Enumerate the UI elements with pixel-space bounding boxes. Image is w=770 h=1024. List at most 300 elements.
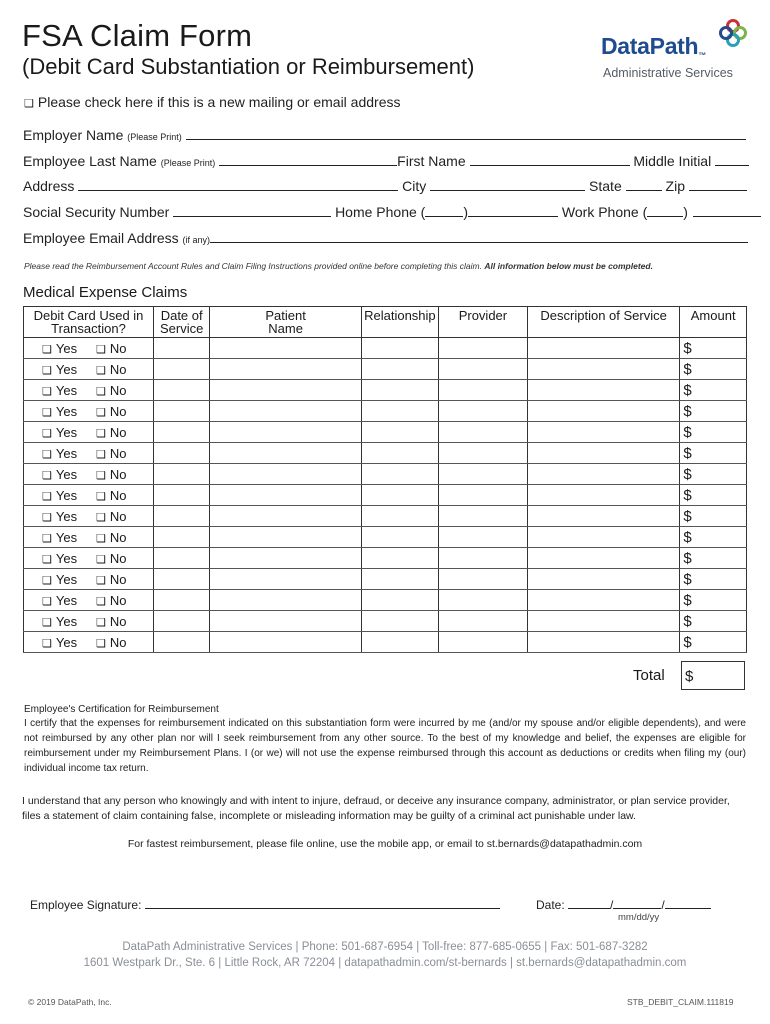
provider-cell[interactable] [438,485,527,506]
no-option[interactable] [96,383,150,398]
no-option[interactable] [96,404,150,419]
amount-currency: $ [683,528,692,546]
yes-option[interactable] [42,446,96,461]
certification-heading: Employee's Certification for Reimbursement [24,704,219,715]
logo-tagline: Administrative Services [603,66,733,80]
no-option[interactable] [96,509,150,524]
claim-row [24,359,747,380]
yes-checkbox[interactable]: ❑ [42,427,52,440]
total-label: Total [633,667,665,684]
patient-name-cell[interactable] [210,632,362,653]
email-field[interactable] [210,231,748,243]
patient-name-cell[interactable] [210,548,362,569]
amount-currency: $ [683,465,692,483]
no-label: No [109,340,127,356]
yes-option[interactable] [42,572,96,587]
description-cell[interactable] [527,464,679,485]
date-of-service-cell[interactable] [154,338,210,359]
patient-name-cell[interactable] [210,338,362,359]
description-cell[interactable] [527,359,679,380]
relationship-cell[interactable] [361,464,438,485]
new-mailing-row [24,94,401,110]
no-label: No [109,529,127,545]
email-row [23,230,748,246]
debit-card-used-cell [24,611,154,632]
yes-label: Yes [55,340,78,356]
date-row: Date: / / [536,897,711,912]
no-option[interactable] [96,551,150,566]
provider-cell[interactable] [438,338,527,359]
no-option[interactable] [96,467,150,482]
yes-checkbox[interactable]: ❑ [42,532,52,545]
claim-row [24,401,747,422]
yes-label: Yes [55,592,78,608]
no-option[interactable] [96,446,150,461]
debit-card-used-cell [24,401,154,422]
debit-card-used-cell [24,569,154,590]
yes-checkbox[interactable]: ❑ [42,343,52,356]
yes-option[interactable] [42,425,96,440]
patient-name-cell[interactable] [210,422,362,443]
yes-option[interactable] [42,635,96,650]
yes-option[interactable] [42,614,96,629]
date-of-service-cell[interactable] [154,506,210,527]
debit-card-used-cell [24,380,154,401]
amount-currency: $ [683,360,692,378]
ssn-phone-row: Social Security Number Home Phone ( ) Work Phone ( ) [23,204,761,220]
debit-card-used-cell [24,632,154,653]
relationship-cell[interactable] [361,590,438,611]
no-label: No [109,445,127,461]
debit-card-used-cell [24,338,154,359]
patient-name-cell[interactable] [210,464,362,485]
employer-name-field[interactable] [186,128,746,140]
amount-cell[interactable] [680,359,747,380]
no-checkbox[interactable]: ❑ [96,469,106,482]
claim-row [24,548,747,569]
middle-initial-label: Middle Initial [633,153,712,169]
employee-last-name-label: Employee Last Name [23,153,157,169]
relationship-cell[interactable] [361,506,438,527]
yes-option[interactable] [42,593,96,608]
relationship-cell[interactable] [361,611,438,632]
yes-label: Yes [55,361,78,377]
relationship-cell[interactable] [361,527,438,548]
yes-label: Yes [55,445,78,461]
no-label: No [109,613,127,629]
provider-cell[interactable] [438,611,527,632]
no-label: No [109,508,127,524]
no-option[interactable] [96,635,150,650]
debit-card-used-cell [24,590,154,611]
yes-option[interactable] [42,551,96,566]
yes-option[interactable] [42,488,96,503]
description-cell[interactable] [527,422,679,443]
yes-checkbox[interactable]: ❑ [42,574,52,587]
patient-name-cell[interactable] [210,485,362,506]
yes-label: Yes [55,634,78,650]
footer-address-line: 1601 Westpark Dr., Ste. 6 | Little Rock, AR 72204 | datapathadmin.com/st-bernards | st.bernards@datapathadmin.com [83,957,687,969]
amount-currency: $ [683,633,692,651]
new-mailing-checkbox[interactable]: ❑ [24,98,34,110]
no-checkbox[interactable]: ❑ [96,448,106,461]
address-label: Address [23,178,75,194]
no-option[interactable] [96,362,150,377]
yes-label: Yes [55,529,78,545]
no-checkbox[interactable]: ❑ [96,511,106,524]
provider-cell[interactable] [438,548,527,569]
city-field[interactable] [430,179,585,191]
yes-label: Yes [55,466,78,482]
signature-field[interactable] [145,897,500,909]
notice-emphasis: All information below must be completed. [484,261,653,271]
form-code: STB_DEBIT_CLAIM.111819 [627,997,734,1007]
amount-currency: $ [683,444,692,462]
yes-label: Yes [55,571,78,587]
provider-cell[interactable] [438,401,527,422]
amount-cell[interactable] [680,443,747,464]
provider-cell[interactable] [438,527,527,548]
logo-name: DataPath [601,33,699,59]
patient-name-cell[interactable] [210,401,362,422]
no-option[interactable] [96,530,150,545]
no-checkbox[interactable]: ❑ [96,406,106,419]
yes-label: Yes [55,508,78,524]
address-field[interactable] [78,179,398,191]
date-of-service-cell[interactable] [154,485,210,506]
debit-card-used-cell [24,464,154,485]
yes-label: Yes [55,424,78,440]
amount-currency: $ [683,486,692,504]
no-checkbox[interactable]: ❑ [96,553,106,566]
amount-currency: $ [683,507,692,525]
if-any-note: (if any) [182,235,211,245]
no-label: No [109,571,127,587]
claim-row [24,443,747,464]
please-print-note: (Please Print) [160,158,216,168]
no-checkbox[interactable]: ❑ [96,427,106,440]
claim-row [24,380,747,401]
description-cell[interactable] [527,548,679,569]
home-phone-label: Home Phone [335,204,417,220]
description-cell[interactable] [527,611,679,632]
yes-checkbox[interactable]: ❑ [42,553,52,566]
patient-name-cell[interactable] [210,506,362,527]
yes-option[interactable] [42,467,96,482]
no-label: No [109,403,127,419]
zip-label: Zip [665,178,685,194]
date-of-service-cell[interactable] [154,380,210,401]
yes-option[interactable] [42,404,96,419]
yes-checkbox[interactable]: ❑ [42,511,52,524]
yes-option[interactable] [42,341,96,356]
first-name-field[interactable] [470,154,630,166]
description-cell[interactable] [527,338,679,359]
description-cell[interactable] [527,380,679,401]
no-checkbox[interactable]: ❑ [96,595,106,608]
no-label: No [109,382,127,398]
no-option[interactable] [96,425,150,440]
footer-contact-line: DataPath Administrative Services | Phone: 501-687-6954 | Toll-free: 877-685-0655 | Fax: 501-687-3282 [122,941,648,953]
no-label: No [109,361,127,377]
claim-row [24,464,747,485]
date-of-service-cell[interactable] [154,443,210,464]
fastest-reimbursement-note: For fastest reimbursement, please file online, use the mobile app, or email to st.bernards@datapathadmin.com [127,838,643,850]
description-cell[interactable] [527,443,679,464]
description-cell[interactable] [527,527,679,548]
claims-header-row [24,307,747,338]
state-label: State [589,178,622,194]
patient-name-cell[interactable] [210,611,362,632]
yes-option[interactable] [42,362,96,377]
yes-label: Yes [55,487,78,503]
provider-cell[interactable] [438,464,527,485]
yes-option[interactable] [42,383,96,398]
yes-checkbox[interactable]: ❑ [42,448,52,461]
employee-last-name-field[interactable] [219,154,397,166]
claims-table [23,306,747,653]
date-format-hint: mm/dd/yy [618,912,660,923]
state-field[interactable] [626,179,662,191]
middle-initial-field[interactable] [715,154,749,166]
amount-currency: $ [683,423,692,441]
yes-checkbox[interactable]: ❑ [42,364,52,377]
email-label: Employee Email Address [23,230,179,246]
work-phone-label: Work Phone [561,204,639,220]
col-provider: Provider [438,307,527,338]
yes-checkbox[interactable]: ❑ [42,406,52,419]
provider-cell[interactable] [438,422,527,443]
date-of-service-cell[interactable] [154,464,210,485]
amount-currency: $ [683,339,692,357]
col-debit-card-used: Debit Card Used in Transaction? [24,307,154,338]
no-label: No [109,634,127,650]
yes-label: Yes [55,403,78,419]
home-phone-field[interactable] [468,205,558,217]
date-of-service-cell[interactable] [154,359,210,380]
yes-label: Yes [55,382,78,398]
yes-option[interactable] [42,530,96,545]
no-option[interactable] [96,572,150,587]
date-label: Date: [536,898,565,912]
employee-name-row [23,153,749,169]
amount-currency: $ [683,570,692,588]
debit-card-used-cell [24,359,154,380]
no-checkbox[interactable]: ❑ [96,343,106,356]
datapath-logo-icon [718,18,748,48]
yes-checkbox[interactable]: ❑ [42,385,52,398]
form-title: FSA Claim Form [22,18,253,53]
amount-cell[interactable] [680,611,747,632]
employer-name-label: Employer Name [23,127,124,143]
amount-cell[interactable] [680,485,747,506]
col-relationship: Relationship [361,307,438,338]
date-month-field[interactable] [568,897,610,909]
patient-name-cell[interactable] [210,590,362,611]
yes-checkbox[interactable]: ❑ [42,469,52,482]
no-checkbox[interactable]: ❑ [96,616,106,629]
patient-name-cell[interactable] [210,359,362,380]
date-day-field[interactable] [613,897,661,909]
relationship-cell[interactable] [361,401,438,422]
relationship-cell[interactable] [361,422,438,443]
home-phone-area-field[interactable] [425,205,463,217]
date-of-service-cell[interactable] [154,527,210,548]
work-phone-field[interactable] [693,205,761,217]
no-checkbox[interactable]: ❑ [96,532,106,545]
medical-expense-claims-title: Medical Expense Claims [23,284,188,301]
amount-currency: $ [683,549,692,567]
debit-card-used-cell [24,506,154,527]
relationship-cell[interactable] [361,359,438,380]
debit-card-used-cell [24,422,154,443]
amount-cell[interactable] [680,590,747,611]
amount-cell[interactable] [680,422,747,443]
signature-label: Employee Signature: [30,898,142,912]
logo-trademark: ™ [698,51,706,60]
claim-row [24,590,747,611]
employee-signature-row [30,897,500,912]
date-of-service-cell[interactable] [154,590,210,611]
claim-row [24,506,747,527]
no-checkbox[interactable]: ❑ [96,637,106,650]
yes-checkbox[interactable]: ❑ [42,595,52,608]
relationship-cell[interactable] [361,548,438,569]
amount-cell[interactable] [680,632,747,653]
no-option[interactable] [96,593,150,608]
col-description-of-service: Description of Service [527,307,679,338]
claim-row [24,611,747,632]
description-cell[interactable] [527,401,679,422]
amount-cell[interactable] [680,527,747,548]
copyright: © 2019 DataPath, Inc. [28,997,112,1007]
debit-card-used-cell [24,485,154,506]
instructions-notice [24,261,653,271]
patient-name-cell[interactable] [210,443,362,464]
new-mailing-label: Please check here if this is a new mailing or email address [37,94,401,110]
yes-option[interactable] [42,509,96,524]
no-label: No [109,424,127,440]
no-checkbox[interactable]: ❑ [96,490,106,503]
amount-cell[interactable] [680,401,747,422]
date-of-service-cell[interactable] [154,632,210,653]
amount-currency: $ [683,381,692,399]
date-of-service-cell[interactable] [154,611,210,632]
no-checkbox[interactable]: ❑ [96,385,106,398]
amount-currency: $ [683,591,692,609]
amount-cell[interactable] [680,548,747,569]
provider-cell[interactable] [438,632,527,653]
relationship-cell[interactable] [361,569,438,590]
relationship-cell[interactable] [361,380,438,401]
claim-row [24,527,747,548]
amount-cell[interactable] [680,506,747,527]
debit-card-used-cell [24,527,154,548]
provider-cell[interactable] [438,380,527,401]
patient-name-cell[interactable] [210,380,362,401]
date-of-service-cell[interactable] [154,569,210,590]
amount-cell[interactable] [680,569,747,590]
provider-cell[interactable] [438,569,527,590]
ssn-field[interactable] [173,205,331,217]
employer-name-row [23,127,746,143]
yes-checkbox[interactable]: ❑ [42,490,52,503]
claim-row [24,485,747,506]
date-of-service-cell[interactable] [154,422,210,443]
debit-card-used-cell [24,443,154,464]
patient-name-cell[interactable] [210,527,362,548]
yes-label: Yes [55,613,78,629]
yes-label: Yes [55,550,78,566]
relationship-cell[interactable] [361,632,438,653]
no-option[interactable] [96,341,150,356]
zip-field[interactable] [689,179,747,191]
provider-cell[interactable] [438,506,527,527]
total-amount-field[interactable] [681,661,745,690]
provider-cell[interactable] [438,359,527,380]
certification-body: I certify that the expenses for reimbursement indicated on this substantiation form were incurred by me (and/or my spouse and/or eligible dependents), and were not reimbursed by any other plan nor will I seek reimbursement from any other source. To the best of my knowledge and belief, the expenses are eligible for reimbursement under my Reimbursement Plans. I (or we) will not use the expense reimbursed through this account as deductions or credits when filing my (our) individual income tax return. [24,718,746,774]
description-cell[interactable] [527,506,679,527]
date-of-service-cell[interactable] [154,401,210,422]
claim-row [24,422,747,443]
yes-checkbox[interactable]: ❑ [42,616,52,629]
col-date-of-service: Date of Service [154,307,210,338]
provider-cell[interactable] [438,590,527,611]
amount-cell[interactable] [680,338,747,359]
yes-checkbox[interactable]: ❑ [42,637,52,650]
debit-card-used-cell [24,548,154,569]
amount-currency: $ [683,612,692,630]
amount-cell[interactable] [680,464,747,485]
col-patient-name: Patient Name [210,307,362,338]
no-label: No [109,592,127,608]
total-currency: $ [685,668,694,685]
col-amount: Amount [680,307,747,338]
provider-cell[interactable] [438,443,527,464]
relationship-cell[interactable] [361,485,438,506]
address-row [23,178,747,194]
work-phone-area-field[interactable] [647,205,683,217]
date-of-service-cell[interactable] [154,548,210,569]
relationship-cell[interactable] [361,443,438,464]
no-label: No [109,550,127,566]
date-year-field[interactable] [665,897,711,909]
no-label: No [109,487,127,503]
city-label: City [402,178,427,194]
description-cell[interactable] [527,632,679,653]
amount-currency: $ [683,402,692,420]
description-cell[interactable] [527,590,679,611]
description-cell[interactable] [527,485,679,506]
claim-row [24,338,747,359]
no-option[interactable] [96,488,150,503]
description-cell[interactable] [527,569,679,590]
please-print-note: (Please Print) [127,132,182,142]
ssn-label: Social Security Number [23,204,170,220]
amount-cell[interactable] [680,380,747,401]
patient-name-cell[interactable] [210,569,362,590]
relationship-cell[interactable] [361,338,438,359]
penalty-statement: I understand that any person who knowingly and with intent to injure, defraud, or deceive any insurance company, administrator, or plan service provider, files a statement of claim containing false, incomplete or misleading information may be guilty of a criminal act punishable under law. [22,795,730,822]
no-option[interactable] [96,614,150,629]
notice-text: Please read the Reimbursement Account Rules and Claim Filing Instructions provided online before completing this claim. [24,261,482,271]
logo-wordmark [601,33,706,60]
no-checkbox[interactable]: ❑ [96,364,106,377]
claim-row [24,632,747,653]
no-checkbox[interactable]: ❑ [96,574,106,587]
claim-row [24,569,747,590]
form-subtitle: (Debit Card Substantiation or Reimbursement) [22,54,475,79]
